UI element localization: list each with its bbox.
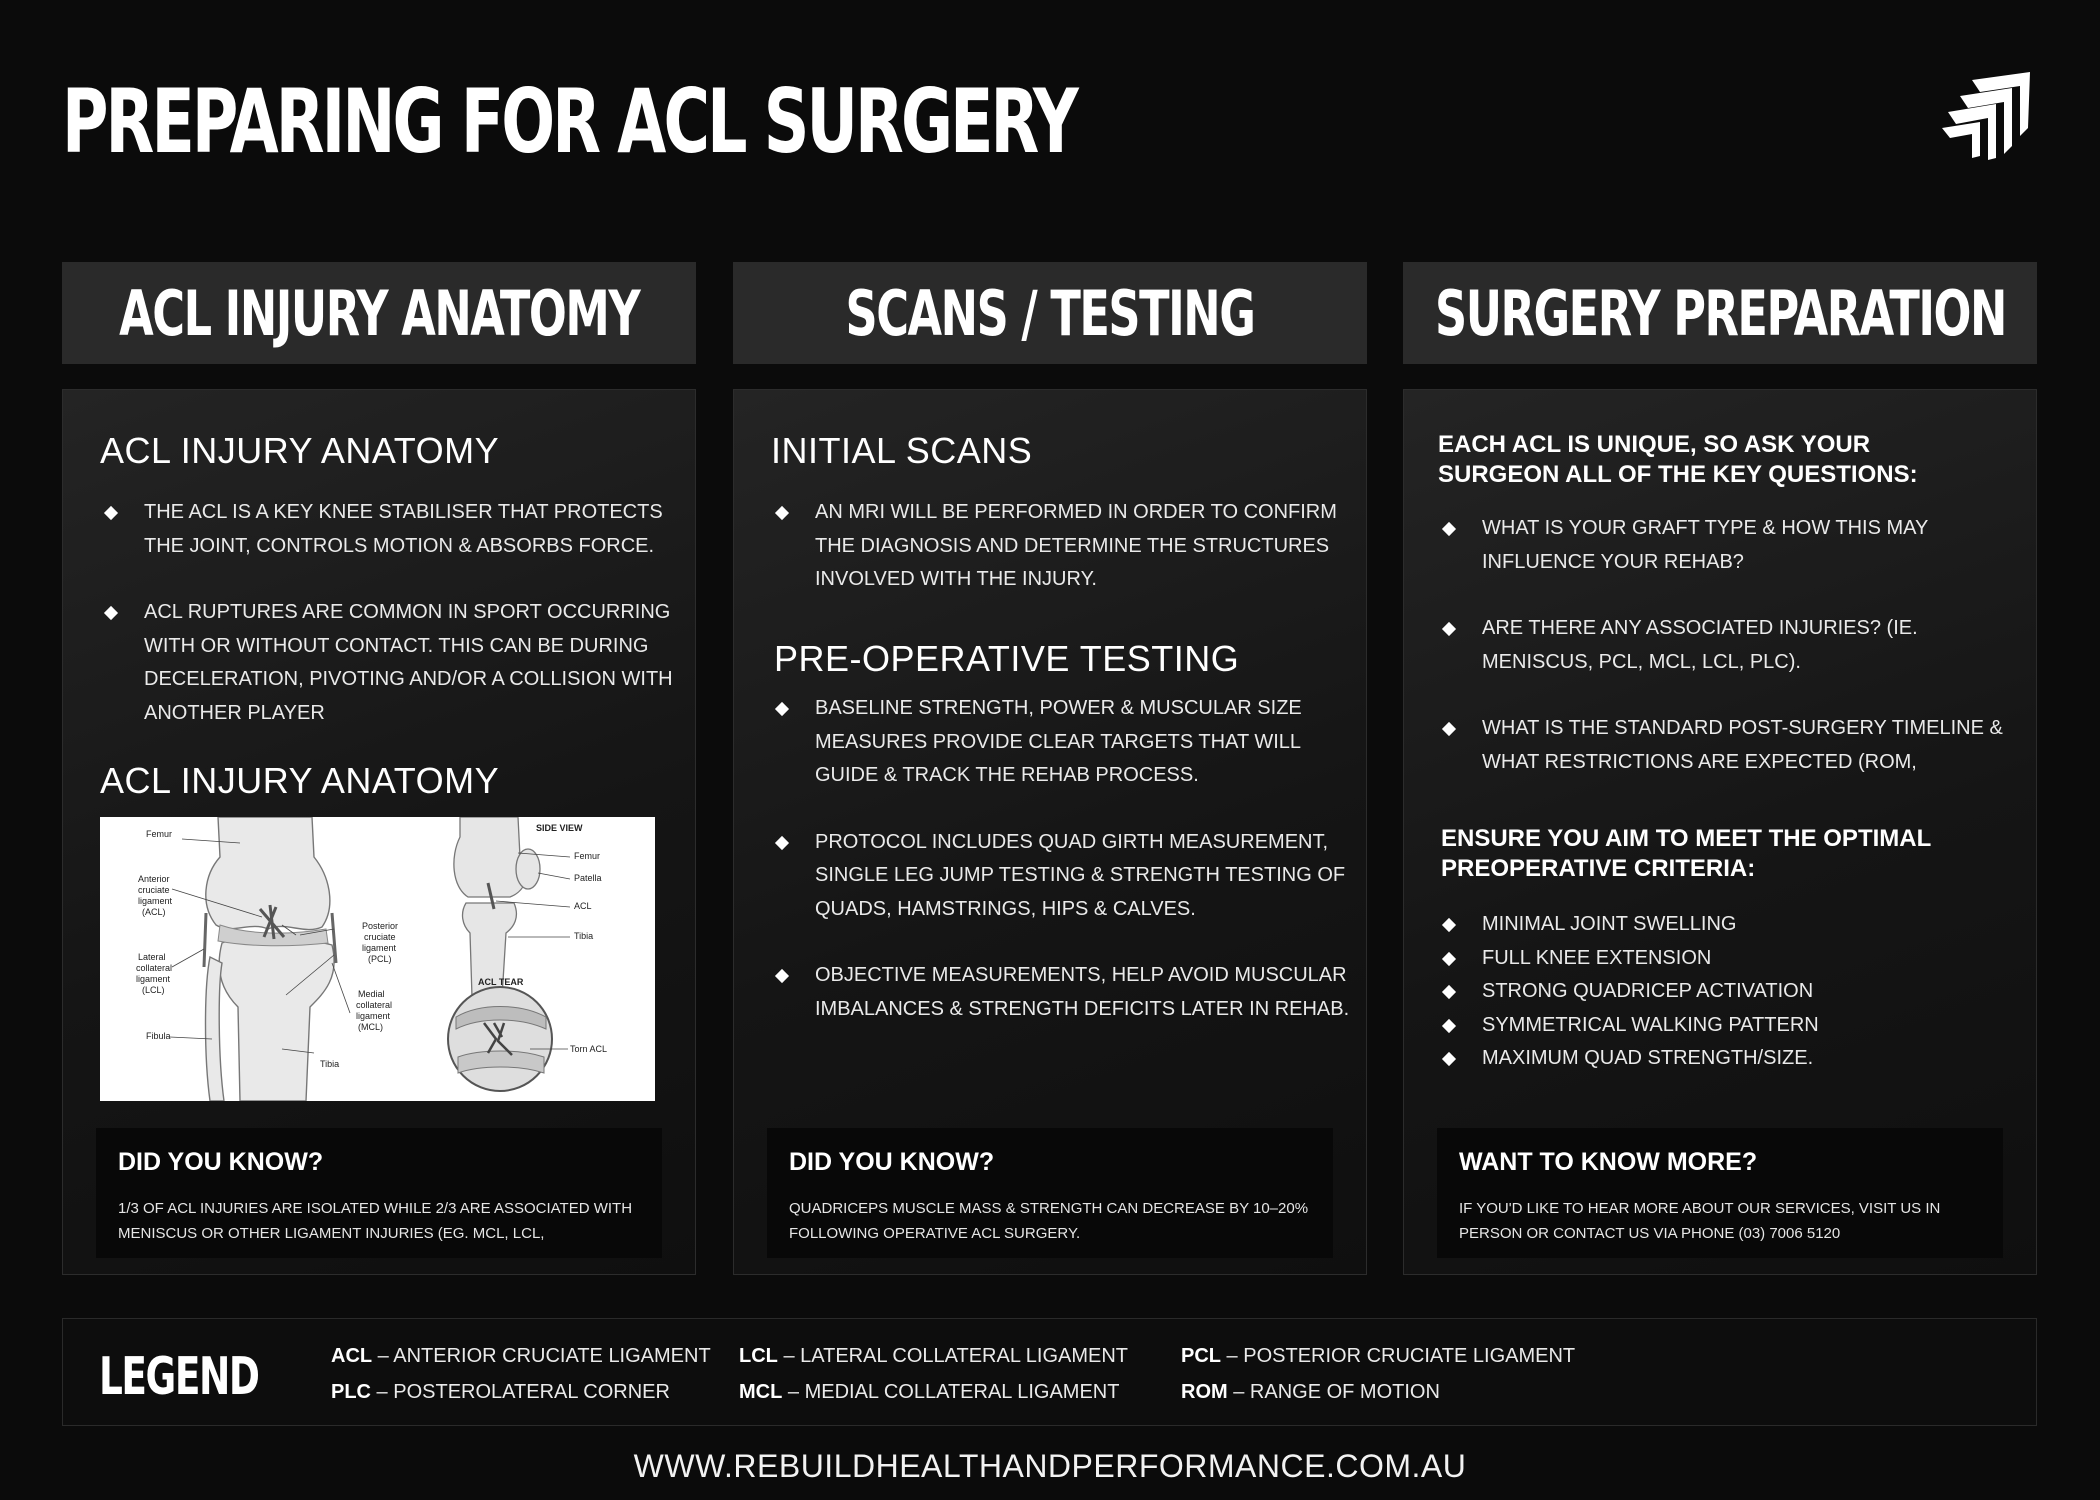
list-item: FULL KNEE EXTENSION bbox=[1438, 942, 2028, 976]
list-item: AN MRI WILL BE PERFORMED IN ORDER TO CONFIRM THE DIAGNOSIS AND DETERMINE THE STRUCTURES INVOLVED WITH THE INJURY. bbox=[771, 496, 1361, 597]
surgeon-questions-bullets bbox=[1438, 512, 2028, 779]
diagram-label: collateral bbox=[136, 963, 173, 973]
initial-scans-bullets bbox=[771, 496, 1361, 597]
column-header-surgery: SURGERY PREPARATION bbox=[1403, 262, 2037, 364]
list-item: BASELINE STRENGTH, POWER & MUSCULAR SIZE MEASURES PROVIDE CLEAR TARGETS THAT WILL GUIDE & TRACK THE REHAB PROCESS. bbox=[771, 692, 1361, 793]
diagram-label: Tibia bbox=[320, 1059, 340, 1069]
section-title: INITIAL SCANS bbox=[771, 430, 1033, 471]
pre-op-testing-bullets bbox=[771, 692, 1361, 1026]
anatomy-bullets bbox=[100, 496, 690, 730]
column-header-scans: SCANS / TESTING bbox=[733, 262, 1367, 364]
knee-anatomy-diagram bbox=[100, 817, 655, 1101]
diagram-label: cruciate bbox=[364, 932, 396, 942]
list-item: MAXIMUM QUAD STRENGTH/SIZE. bbox=[1438, 1042, 2028, 1076]
diagram-label: (MCL) bbox=[358, 1022, 383, 1032]
diagram-label: ligament bbox=[356, 1011, 391, 1021]
diagram-label: Medial bbox=[358, 989, 385, 999]
diagram-label: ligament bbox=[138, 896, 173, 906]
page-title: PREPARING FOR ACL SURGERY bbox=[62, 70, 1076, 173]
diagram-label: collateral bbox=[356, 1000, 393, 1010]
diagram-label: (PCL) bbox=[368, 954, 392, 964]
list-item: ARE THERE ANY ASSOCIATED INJURIES? (IE. MENISCUS, PCL, MCL, LCL, PLC). bbox=[1438, 612, 2028, 679]
did-you-know-box bbox=[96, 1128, 662, 1258]
info-text: IF YOU'D LIKE TO HEAR MORE ABOUT OUR SERVICES, VISIT US IN PERSON OR CONTACT US VIA PHONE (03) 7006 5120 bbox=[1459, 1200, 1941, 1242]
list-item: ACL RUPTURES ARE COMMON IN SPORT OCCURRING WITH OR WITHOUT CONTACT. THIS CAN BE DURING DECELERATION, PIVOTING AND/OR A COLLISION WITH ANOTHER PLAYER bbox=[100, 596, 690, 730]
column-header-anatomy: ACL INJURY ANATOMY bbox=[62, 262, 696, 364]
diagram-label: Torn ACL bbox=[570, 1044, 608, 1054]
did-you-know-box bbox=[767, 1128, 1333, 1258]
diagram-label: Lateral bbox=[138, 952, 166, 962]
list-item: SYMMETRICAL WALKING PATTERN bbox=[1438, 1009, 2028, 1043]
surgery-prep-panel bbox=[1403, 389, 2037, 1275]
info-text: QUADRICEPS MUSCLE MASS & STRENGTH CAN DECREASE BY 10–20% FOLLOWING OPERATIVE ACL SURGERY. bbox=[789, 1200, 1309, 1242]
list-item: WHAT IS THE STANDARD POST-SURGERY TIMELINE & WHAT RESTRICTIONS ARE EXPECTED (ROM, bbox=[1438, 712, 2028, 779]
section-title: ACL INJURY ANATOMY bbox=[100, 760, 500, 801]
info-title: DID YOU KNOW? bbox=[789, 1148, 995, 1176]
list-item: THE ACL IS A KEY KNEE STABILISER THAT PROTECTS THE JOINT, CONTROLS MOTION & ABSORBS FORCE. bbox=[100, 496, 690, 563]
diagram-label: Tibia bbox=[574, 931, 594, 941]
legend-title: LEGEND bbox=[99, 1347, 259, 1407]
legend bbox=[62, 1318, 2037, 1426]
diagram-label: Fibula bbox=[146, 1031, 171, 1041]
stacked-arrows-logo-icon bbox=[1942, 72, 2034, 160]
legend-item: ROM – RANGE OF MOTION bbox=[1181, 1381, 1440, 1403]
list-item: OBJECTIVE MEASUREMENTS, HELP AVOID MUSCULAR IMBALANCES & STRENGTH DEFICITS LATER IN REHAB. bbox=[771, 959, 1361, 1026]
list-item: STRONG QUADRICEP ACTIVATION bbox=[1438, 975, 2028, 1009]
info-title: DID YOU KNOW? bbox=[118, 1148, 324, 1176]
diagram-label: Anterior bbox=[138, 874, 170, 884]
website-url[interactable]: WWW.REBUILDHEALTHANDPERFORMANCE.COM.AU bbox=[633, 1448, 1467, 1484]
diagram-label: Femur bbox=[574, 851, 601, 861]
list-item: WHAT IS YOUR GRAFT TYPE & HOW THIS MAY INFLUENCE YOUR REHAB? bbox=[1438, 512, 2028, 579]
scans-panel bbox=[733, 389, 1367, 1275]
diagram-label: ACL bbox=[574, 901, 592, 911]
diagram-side-title: SIDE VIEW bbox=[536, 823, 583, 833]
legend-item: ACL – ANTERIOR CRUCIATE LIGAMENT bbox=[331, 1345, 711, 1367]
diagram-tear-title: ACL TEAR bbox=[478, 977, 524, 987]
diagram-label: cruciate bbox=[138, 885, 170, 895]
section-intro: EACH ACL IS UNIQUE, SO ASK YOUR SURGEON ALL OF THE KEY QUESTIONS: bbox=[1438, 431, 1918, 488]
criteria-bullets bbox=[1438, 908, 2028, 1076]
legend-item: LCL – LATERAL COLLATERAL LIGAMENT bbox=[739, 1345, 1128, 1367]
section-title: PRE-OPERATIVE TESTING bbox=[774, 638, 1240, 679]
diagram-label: Posterior bbox=[362, 921, 399, 931]
diagram-label: ligament bbox=[362, 943, 397, 953]
diagram-label: ligament bbox=[136, 974, 171, 984]
criteria-title: ENSURE YOU AIM TO MEET THE OPTIMAL PREOPERATIVE CRITERIA: bbox=[1441, 825, 1931, 882]
legend-item: PLC – POSTEROLATERAL CORNER bbox=[331, 1381, 670, 1403]
info-title: WANT TO KNOW MORE? bbox=[1459, 1148, 1758, 1176]
diagram-label: (LCL) bbox=[142, 985, 165, 995]
anatomy-panel bbox=[62, 389, 696, 1275]
want-to-know-more-box bbox=[1437, 1128, 2003, 1258]
diagram-label: Femur bbox=[146, 829, 173, 839]
legend-item: MCL – MEDIAL COLLATERAL LIGAMENT bbox=[739, 1381, 1120, 1403]
diagram-label: Patella bbox=[574, 873, 602, 883]
section-title: ACL INJURY ANATOMY bbox=[100, 430, 500, 471]
diagram-label: (ACL) bbox=[142, 907, 166, 917]
info-text: 1/3 OF ACL INJURIES ARE ISOLATED WHILE 2/3 ARE ASSOCIATED WITH MENISCUS OR OTHER LIGAMENT INJURIES (EG. MCL, LCL, bbox=[118, 1200, 633, 1242]
list-item: MINIMAL JOINT SWELLING bbox=[1438, 908, 2028, 942]
legend-item: PCL – POSTERIOR CRUCIATE LIGAMENT bbox=[1181, 1345, 1576, 1367]
list-item: PROTOCOL INCLUDES QUAD GIRTH MEASUREMENT, SINGLE LEG JUMP TESTING & STRENGTH TESTING OF QUADS, HAMSTRINGS, HIPS & CALVES. bbox=[771, 826, 1361, 927]
